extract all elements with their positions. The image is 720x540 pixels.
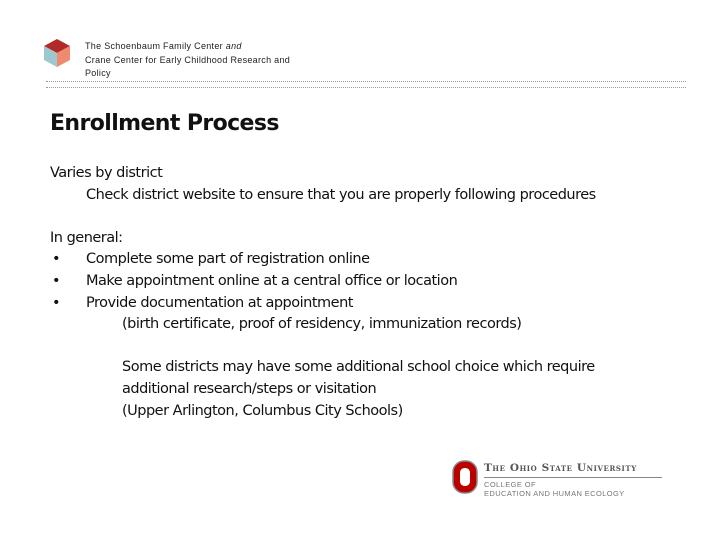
cube-logo-icon xyxy=(43,38,71,68)
block-o-icon xyxy=(452,460,478,494)
slide-header xyxy=(0,0,720,92)
university-logo xyxy=(452,458,672,498)
college-line-1: COLLEGE OF xyxy=(484,480,536,489)
spacer xyxy=(50,206,690,228)
slide-title: Enrollment Process xyxy=(50,111,279,136)
bullet-text: Provide documentation at appointment xyxy=(86,294,353,311)
organization-name xyxy=(85,40,325,81)
intro-text: Varies by district xyxy=(50,165,163,181)
list-item xyxy=(50,293,690,315)
bullet-text: Complete some part of registration online xyxy=(86,251,370,268)
list-item xyxy=(50,249,690,271)
general-label: In general: xyxy=(50,229,123,246)
org-line-1-italic: and xyxy=(225,41,242,51)
org-line-2: Crane Center for Early Childhood Research and xyxy=(85,54,291,65)
list-item xyxy=(50,271,690,293)
college-line-2: EDUCATION AND HUMAN ECOLOGY xyxy=(484,489,625,498)
bullet-detail: (birth certificate, proof of residency, immunization records) xyxy=(122,316,522,333)
note-line: (Upper Arlington, Columbus City Schools) xyxy=(122,402,403,419)
org-line-1-text: The Schoenbaum Family Center xyxy=(85,41,223,51)
bullet-icon: • xyxy=(52,272,61,289)
bullet-text: Make appointment online at a central office or location xyxy=(86,272,458,289)
bullet-icon: • xyxy=(52,251,61,268)
slide-body xyxy=(50,163,690,422)
intro-subtext: Check district website to ensure that you are properly following procedures xyxy=(86,186,596,203)
org-line-1 xyxy=(85,40,325,54)
org-line-3: Policy xyxy=(85,68,111,78)
college-name xyxy=(484,480,625,498)
note-line: additional research/steps or visitation xyxy=(122,380,377,397)
university-name: The Ohio State University xyxy=(484,462,637,474)
logo-divider xyxy=(484,477,662,478)
spacer xyxy=(50,336,690,358)
header-divider-top xyxy=(46,81,686,82)
header-divider-bottom xyxy=(46,87,686,88)
note-line: Some districts may have some additional school choice which require xyxy=(122,359,595,376)
bullet-icon: • xyxy=(52,294,61,311)
